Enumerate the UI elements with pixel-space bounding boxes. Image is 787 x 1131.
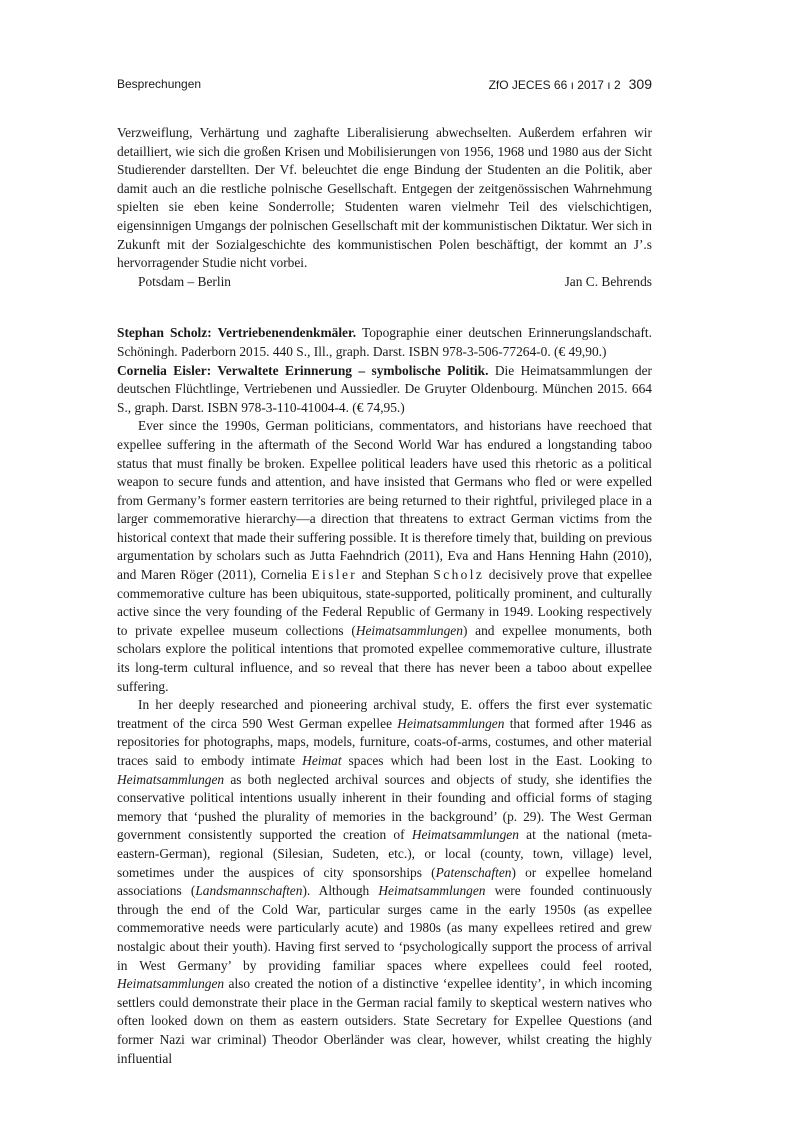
text-run: decisively prove that expellee commemorative culture has been ubiquitous, state-supported, politically prominent, and culturally active since the very founding of the Federal Republic of Germany in 1949. Looking respectively to private expellee museum collections (	[117, 567, 652, 638]
review-paragraph-1	[117, 417, 652, 696]
text-run: that formed after 1946 as repositories for photographs, maps, models, furniture, coats-of-arms, costumes, and other material traces said to embody intimate	[117, 715, 652, 768]
reviewer-name: Jan C. Behrends	[564, 273, 652, 289]
text-run: ). Although	[302, 883, 379, 899]
section-title: Besprechungen	[117, 77, 202, 91]
text-run: were founded continuously through the end of the Cold War, particular surges came in the early 1950s (as expellee commemorative needs were particularly acute) and 1980s (as many expellees retired and grew nostalgic about their youth). Having first served to ‘psychologically support the process of arrival in West Germany’ by providing familiar spaces where expellees could feel rooted,	[117, 883, 652, 973]
text-run: In her deeply researched and pioneering archival study, E. offers the first ever systematic treatment of the circa 590 West German expellee	[117, 697, 652, 731]
section-gap	[117, 291, 652, 324]
book-1-author-title: Stephan Scholz: Vertriebenendenkmäler.	[117, 325, 357, 341]
italic-term: Landsmannschaften	[195, 883, 303, 899]
book-2-details: Die Heimatsammlungen der deutschen Flüchtlinge, Vertriebenen und Aussiedler. De Gruyter Oldenbourg. München 2015. 664 S., graph. Darst. ISBN 978-3-110-41004-4. (€ 74,95.)	[117, 362, 652, 415]
book-1-details: Topographie einer deutschen Erinnerungslandschaft. Schöningh. Paderborn 2015. 440 S., Ill., graph. Darst. ISBN 978-3-506-77264-0. (€ 49,90.)	[117, 325, 652, 359]
italic-term: Heimatsammlungen	[411, 827, 519, 843]
book-citation-1	[117, 324, 652, 361]
text-run: as both neglected archival sources and objects of study, she identifies the conservative political intentions usually inherent in their founding and official forms of staging memory that ‘pushed the plurality of memories in the background’ (p. 29). The West German government consistently supported the creation of	[117, 771, 652, 843]
italic-term: Heimatsammlungen	[397, 715, 505, 731]
book-citation-2	[117, 362, 652, 418]
text-run: Ever since the 1990s, German politicians, commentators, and historians have reechoed that expellee suffering in the aftermath of the Second World War has endured a longstanding taboo status that must finally be broken. Expellee political leaders have used this rhetoric as a political weapon to secure funds and attention, and have insisted that Germans who fled or were expelled from Germany’s former eastern territories are being returned to their rightful, privileged place in a larger commemorative hierarchy—a direction that threatens to extract German victims from the historical context that made their suffering possible. It is therefore timely that, building on previous argumentation by scholars such as Jutta Faehndrich (2011), Eva and Hans Henning Hahn (2010), and Maren Röger (2011), Cornelia	[117, 418, 652, 583]
document-page	[117, 0, 652, 1131]
italic-term: Heimatsammlungen	[117, 976, 225, 992]
author-name-scholz: Scholz	[433, 567, 485, 583]
reviewer-place: Potsdam – Berlin	[138, 273, 231, 289]
author-name-eisler: Eisler	[311, 567, 358, 583]
text-run: at the national (meta-eastern-German), regional (Silesian, Sudeten, etc.), or local (county, town, village) level, sometimes under the auspices of city sponsorships (	[117, 827, 652, 880]
text-run: ) and expellee monuments, both scholars explore the political intentions that promoted expellee commemorative culture, illustrate its long-term cultural influence, and so reveal that there has never been a taboo about expellee suffering.	[117, 622, 652, 694]
italic-term: Heimatsammlungen	[378, 883, 486, 899]
journal-info	[489, 75, 652, 94]
review-paragraph-2	[117, 696, 652, 1068]
body-text	[117, 124, 652, 1068]
text-run: and Stephan	[357, 567, 434, 583]
italic-term: Heimatsammlungen	[355, 622, 463, 638]
italic-term: Patenschaften	[435, 864, 512, 880]
running-header	[117, 75, 652, 93]
journal-citation: ZfO JECES 66 ı 2017 ı 2	[488, 78, 621, 92]
text-run: spaces which had been lost in the East. Looking to	[341, 753, 653, 768]
book-2-author-title: Cornelia Eisler: Verwaltete Erinnerung – symbolische Politik.	[117, 362, 489, 378]
italic-term: Heimat	[302, 753, 342, 768]
previous-review-paragraph: Verzweiflung, Verhärtung und zaghafte Liberalisierung abwechselten. Außerdem erfahren wir detailliert, wie sich die großen Krisen und Mobilisierungen von 1956, 1968 und 1980 aus der Sicht Studierender darstellten. Der Vf. beleuchtet die enge Bindung der Studenten an die Politik, aber damit auch an die restliche polnische Gesellschaft. Entgegen der zeitgenössischen Wahrnehmung spielten sie eben keine Sonderrolle; Studenten waren vielmehr Teil des vielschichtigen, eigensinnigen Umgangs der polnischen Gesellschaft mit der kommunistischen Diktatur. Wer sich in Zukunft mit der Sozialgeschichte des kommunistischen Polen beschäftigt, der kommt an J’.s hervorragender Studie nicht vorbei.	[117, 125, 652, 271]
page-number: 309	[628, 76, 652, 92]
previous-review-signoff	[117, 273, 652, 292]
italic-term: Heimatsammlungen	[117, 771, 225, 787]
text-run: ) or expellee homeland associations (	[117, 864, 652, 899]
text-run: also created the notion of a distinctive ‘expellee identity’, in which incoming settlers could demonstrate their place in the German racial family to skeptical western natives who often looked down on them as eastern outsiders. State Secretary for Expellee Questions (and former Nazi war criminal) Theodor Oberländer was clear, however, whilst creating the highly influential	[117, 976, 652, 1066]
